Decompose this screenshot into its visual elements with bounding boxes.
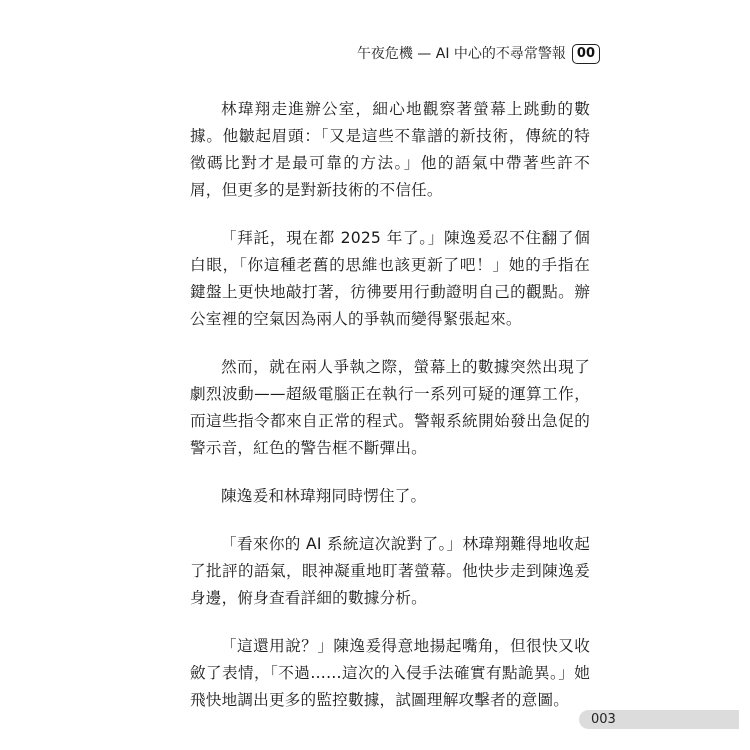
page-number-tab bbox=[579, 710, 739, 729]
paragraph-3: 然而，就在兩人爭執之際，螢幕上的數據突然出現了劇烈波動——超級電腦正在執行一系列可疑的運算工作，而這些指令都來自正常的程式。警報系統開始發出急促的警示音，紅色的警告框不斷彈出。 bbox=[190, 358, 590, 457]
paragraph-6: 「這還用說？」陳逸爰得意地揚起嘴角，但很快又收斂了表情，「不過……這次的入侵手法確實有點詭異。」她飛快地調出更多的監控數據，試圖理解攻擊者的意圖。 bbox=[190, 637, 590, 709]
running-head bbox=[357, 42, 600, 66]
paragraph-5: 「看來你的 AI 系統這次說對了。」林瑋翔難得地收起了批評的語氣，眼神凝重地盯著螢幕。他快步走到陳逸爰身邊，俯身查看詳細的數據分析。 bbox=[190, 535, 590, 607]
paragraph-2: 「拜託，現在都 2025 年了。」陳逸爰忍不住翻了個白眼，「你這種老舊的思維也該更新了吧！」她的手指在鍵盤上更快地敲打著，彷彿要用行動證明自己的觀點。辦公室裡的空氣因為兩人的爭執而變得緊張起來。 bbox=[190, 229, 590, 328]
body-text bbox=[190, 96, 590, 735]
chapter-badge: 00 bbox=[572, 44, 600, 64]
paragraph-1: 林瑋翔走進辦公室，細心地觀察著螢幕上跳動的數據。他皺起眉頭：「又是這些不靠譜的新技術，傳統的特徵碼比對才是最可靠的方法。」他的語氣中帶著些許不屑，但更多的是對新技術的不信任。 bbox=[190, 100, 590, 199]
paragraph-4: 陳逸爰和林瑋翔同時愣住了。 bbox=[221, 487, 427, 505]
running-title: 午夜危機 — AI 中心的不尋常警報 bbox=[356, 46, 566, 62]
page-number: 003 bbox=[591, 712, 616, 727]
